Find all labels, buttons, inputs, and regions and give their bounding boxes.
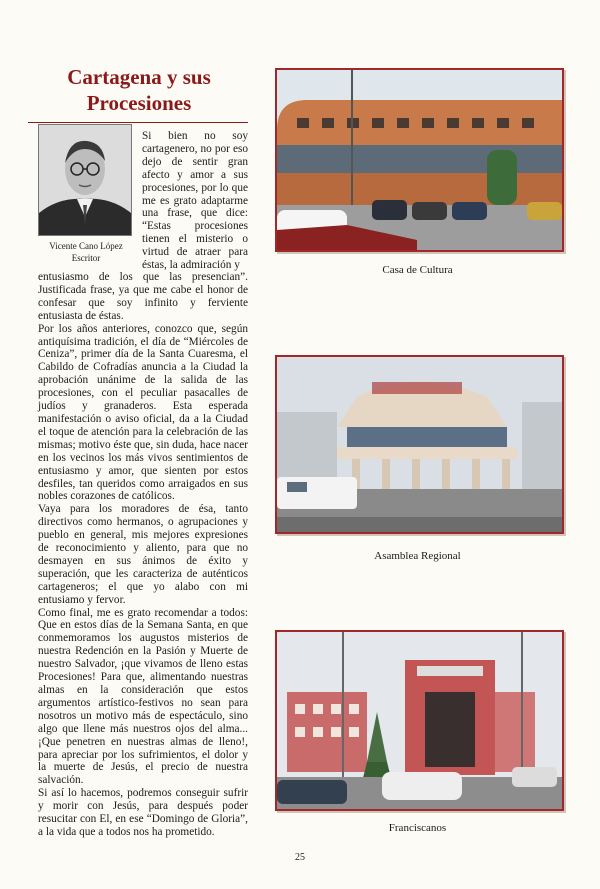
photo-casa-de-cultura bbox=[275, 68, 564, 252]
paragraph: Como final, me es grato recomendar a todos: Que en estos días de la Semana Santa, en que conmemoramos los augustos misterios de nuestra Redención en la Pasión y Muerte de nuestro Salvador, ¡que vivamos de lleno estas Procesiones! Para que, alimentando nuestras almas en la consideración que estos argumentos artístico-festivos no sean para nosotros un motivo más de espectáculo, sino algo que llene más nuestros ojos del alma... ¡Que penetren en nuestras almas de lleno!, para apreciar por los sufrimientos, el dolor y la muerte de Jesús, el precio de nuestra salvación. bbox=[38, 606, 248, 787]
caption-franciscanos: Franciscanos bbox=[388, 822, 447, 834]
title-underline bbox=[28, 122, 248, 123]
paragraph: Por los años anteriores, conozco que, según antiquísima tradición, el día de “Miércoles de Ceniza”, primer día de la Santa Cuaresma, el Cabildo de Cofradías anuncia a la Ciudad la aprobación unánime de la salida de las procesiones, con el peculiar pasacalles de judíos y granaderos. Esta esperada manifestación o aviso oficial, da a la Ciudad el toque de atención para la celebración de las mismas; motivo éste que, sin duda, hace nacer en los vecinos los más vivos sentimientos de entusiasmo y amor, que sienten por estos desfiles, tan queridos como arraigados en sus nobles corazones de católicos. bbox=[38, 322, 248, 503]
caption-casa-de-cultura: Casa de Cultura bbox=[382, 264, 453, 276]
paragraph: Vaya para los moradores de ésa, tanto directivos como hermanos, o agrupaciones y pueblo en general, mis mejores expresiones de reconocimiento y aliento, para que no desmayen en sus ánimos de éxito y superación, que les caracteriza de auténticos cartageneros; el que yo alabo con mi entusiamo y fervor. bbox=[38, 503, 248, 606]
intro-paragraph: Si bien no soy cartagenero, no por eso dejo de sentir gran afecto y amor a sus procesiones, por lo que me es grato adaptarme una frase, que dice: “Estas procesiones tienen el misterio o virtud de atraer para éstas, la admiración y bbox=[142, 130, 248, 272]
page-number: 25 bbox=[295, 852, 305, 863]
caption-asamblea-regional: Asamblea Regional bbox=[374, 550, 461, 562]
article-title bbox=[34, 64, 244, 116]
title-line-1: Cartagena y sus bbox=[67, 65, 211, 89]
paragraph: Si así lo hacemos, podremos conseguir sufrir y morir con Jesús, para después poder resucitar con El, en ese “Domingo de Gloria”, a la vida que a todos nos ha prometido. bbox=[38, 787, 248, 838]
photo-franciscanos bbox=[275, 630, 564, 811]
author-role: Escritor bbox=[71, 253, 101, 263]
title-line-2: Procesiones bbox=[86, 91, 192, 115]
article-body bbox=[38, 271, 248, 839]
author-caption bbox=[38, 240, 134, 264]
photo-asamblea-regional bbox=[275, 355, 564, 534]
author-portrait bbox=[38, 124, 132, 236]
paragraph: entusiasmo de los que las presencian”. Justificada frase, ya que me cabe el honor de confesar que soy infinito y ferviente entusiasta de éstas. bbox=[38, 271, 248, 322]
author-name: Vicente Cano López bbox=[49, 241, 123, 251]
